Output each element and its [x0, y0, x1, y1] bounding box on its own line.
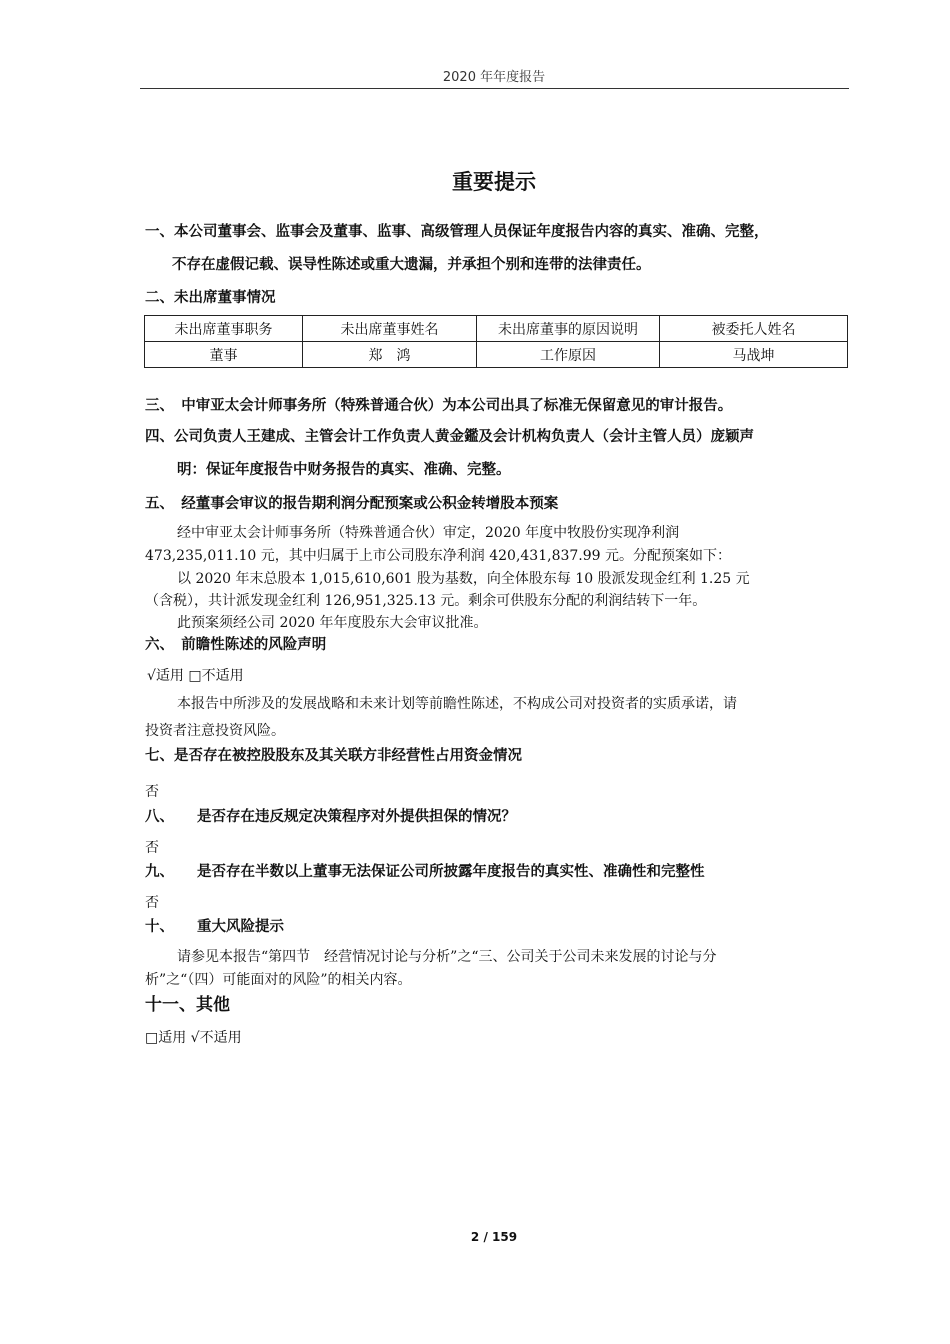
section-7-answer: 否 [145, 784, 159, 800]
absent-directors-table [144, 315, 848, 368]
section-4-line-1: 四、公司负责人王建成、主管会计工作负责人黄金鑑及会计机构负责人（会计主管人员）庞颖声 [145, 429, 754, 445]
section-6-para-line: 本报告中所涉及的发展战略和未来计划等前瞻性陈述，不构成公司对投资者的实质承诺，请 [177, 696, 737, 712]
section-2-heading: 二、未出席董事情况 [145, 290, 276, 306]
section-8-answer: 否 [145, 840, 159, 856]
section-9-heading: 是否存在半数以上董事无法保证公司所披露年度报告的真实性、准确性和完整性 [197, 864, 705, 880]
table-cell: 工作原因 [477, 342, 660, 368]
section-5-para-line: 473,235,011.10 元，其中归属于上市公司股东净利润 420,431,837.99 元。分配预案如下： [145, 548, 732, 564]
section-5-para-line: 以 2020 年末总股本 1,015,610,601 股为基数，向全体股东每 10 股派发现金红利 1.25 元 [177, 571, 750, 587]
section-6-para-line: 投资者注意投资风险。 [145, 723, 285, 739]
applicability-indicator: □适用 √不适用 [145, 1030, 242, 1046]
table-header-cell: 未出席董事的原因说明 [477, 316, 660, 342]
table-header-cell: 未出席董事职务 [145, 316, 303, 342]
page-number: 2 / 159 [470, 1230, 518, 1244]
table-header-cell: 被委托人姓名 [660, 316, 848, 342]
section-11-heading: 十一、其他 [145, 995, 230, 1015]
section-9-answer: 否 [145, 895, 159, 911]
section-9-number: 九、 [145, 864, 174, 880]
applicability-indicator: √适用 □不适用 [147, 668, 244, 684]
table-cell: 董事 [145, 342, 303, 368]
section-10-para-line: 析”之“（四）可能面对的风险”的相关内容。 [145, 972, 412, 988]
section-1-line-1: 一、本公司董事会、监事会及董事、监事、高级管理人员保证年度报告内容的真实、准确、完整， [145, 224, 769, 240]
section-8-number: 八、 [145, 809, 174, 825]
section-10-number: 十、 [145, 919, 174, 935]
section-5-para-line: （含税），共计派发现金红利 126,951,325.13 元。剩余可供股东分配的利润结转下一年。 [145, 593, 707, 609]
section-5-para-line: 经中审亚太会计师事务所（特殊普通合伙）审定，2020 年度中牧股份实现净利润 [177, 525, 680, 541]
table-cell: 郑 鸿 [303, 342, 477, 368]
section-10-heading: 重大风险提示 [197, 919, 284, 935]
section-5-para-line: 此预案须经公司 2020 年年度股东大会审议批准。 [177, 615, 488, 631]
section-7-heading: 七、是否存在被控股股东及其关联方非经营性占用资金情况 [145, 748, 522, 764]
table-row [145, 342, 848, 368]
running-header: 2020 年年度报告 [442, 70, 546, 85]
section-6-heading: 六、 前瞻性陈述的风险声明 [145, 637, 327, 653]
page-title: 重要提示 [452, 170, 536, 194]
section-4-line-2: 明：保证年度报告中财务报告的真实、准确、完整。 [177, 462, 511, 478]
section-10-para-line: 请参见本报告“第四节 经营情况讨论与分析”之“三、公司关于公司未来发展的讨论与分 [177, 949, 717, 965]
table-header-row [145, 316, 848, 342]
section-8-heading: 是否存在违反规定决策程序对外提供担保的情况？ [197, 809, 516, 825]
table-header-cell: 未出席董事姓名 [303, 316, 477, 342]
table-cell: 马战坤 [660, 342, 848, 368]
section-3-line: 三、 中审亚太会计师事务所（特殊普通合伙）为本公司出具了标准无保留意见的审计报告。 [145, 398, 733, 414]
header-rule [140, 88, 849, 89]
section-5-heading: 五、 经董事会审议的报告期利润分配预案或公积金转增股本预案 [145, 496, 559, 512]
section-1-line-2: 不存在虚假记载、误导性陈述或重大遗漏，并承担个别和连带的法律责任。 [172, 257, 651, 273]
